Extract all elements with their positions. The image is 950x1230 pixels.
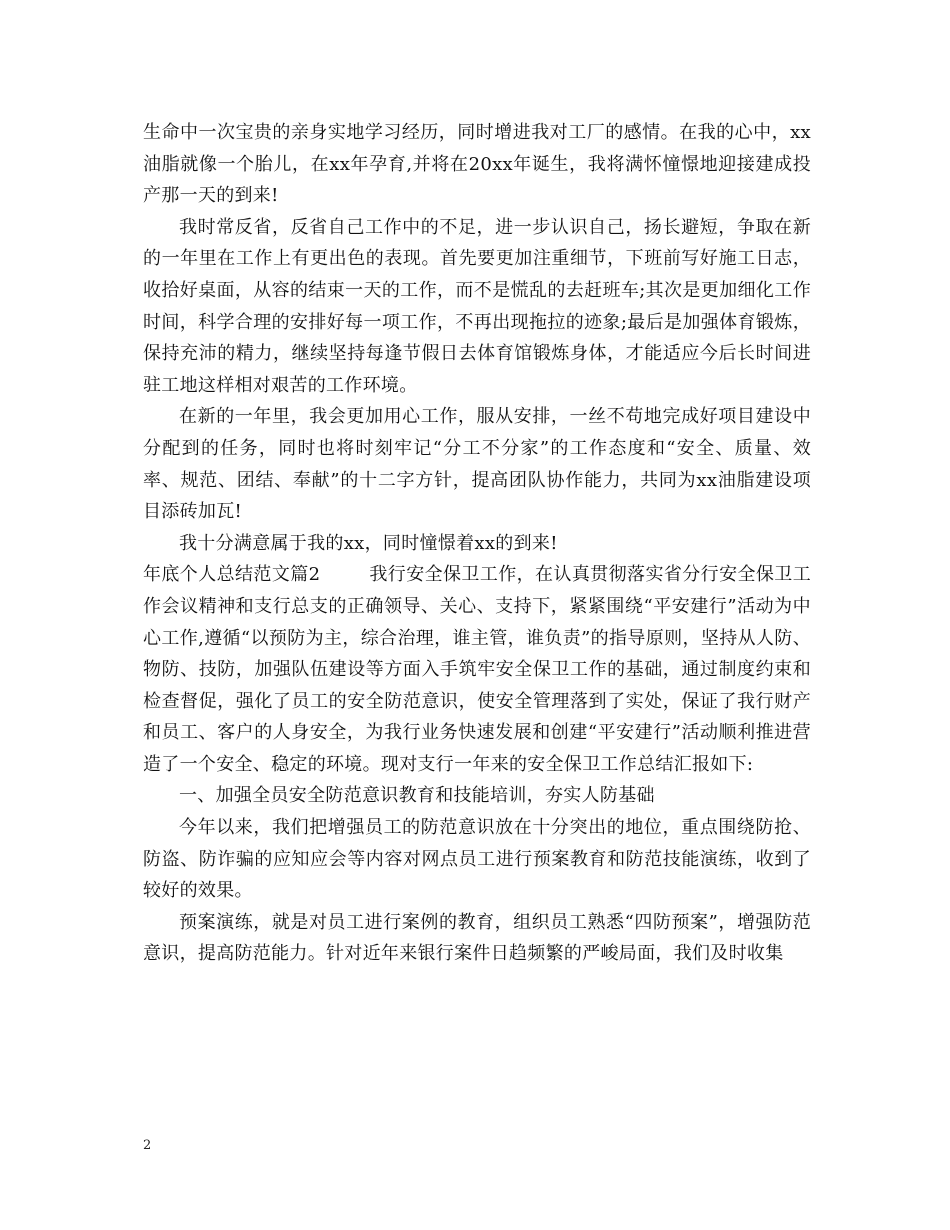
section-2-paragraph	[143, 559, 811, 780]
paragraph-reflection: 我时常反省，反省自己工作中的不足，进一步认识自己，扬长避短，争取在新的一年里在工作上有更出色的表现。首先要更加注重细节，下班前写好施工日志，收拾好桌面，从容的结束一天的工作，而不是慌乱的去赶班车;其次是更加细化工作时间，科学合理的安排好每一项工作，不再出现拖拉的迹象;最后是加强体育锻炼，保持充沛的精力，继续坚持每逢节假日去体育馆锻炼身体，才能适应今后长时间进驻工地这样相对艰苦的工作环境。	[143, 216, 811, 396]
paragraph-awareness: 今年以来，我们把增强员工的防范意识放在十分突出的地位，重点围绕防抢、防盗、防诈骗的应知应会等内容对网点员工进行预案教育和防范技能演练，收到了较好的效果。	[143, 817, 811, 902]
paragraph-closing: 我十分满意属于我的xx，同时憧憬着xx的到来!	[179, 532, 558, 554]
section-2-heading: 年底个人总结范文篇2	[143, 564, 321, 586]
subheading-staff-awareness: 一、加强全员安全防范意识教育和技能培训，夯实人防基础	[179, 785, 655, 807]
section-2-intro: 我行安全保卫工作，在认真贯彻落实省分行安全保卫工作会议精神和支行总支的正确领导、关心、支持下，紧紧围绕“平安建行”活动为中心工作,遵循“以预防为主，综合治理，谁主管，谁负责”的指导原则，坚持从人防、物防、技防，加强队伍建设等方面入手筑牢安全保卫工作的基础，通过制度约束和检查督促，强化了员工的安全防范意识，使安全管理落到了实处，保证了我行财产和员工、客户的人身安全，为我行业务快速发展和创建“平安建行”活动顺利推进营造了一个安全、稳定的环境。现对支行一年来的安全保卫工作总结汇报如下:	[143, 564, 811, 775]
page-number: 2	[143, 1138, 152, 1153]
paragraph-new-year: 在新的一年里，我会更加用心工作，服从安排，一丝不苟地完成好项目建设中分配到的任务，同时也将时刻牢记“分工不分家”的工作态度和“安全、质量、效率、规范、团结、奉献”的十二字方针，提高团队协作能力，共同为xx油脂建设项目添砖加瓦!	[143, 406, 811, 523]
heading-spacer	[320, 564, 369, 585]
paragraph-drills: 预案演练，就是对员工进行案例的教育，组织员工熟悉“四防预案”，增强防范意识，提高防范能力。针对近年来银行案件日趋频繁的严峻局面，我们及时收集	[143, 911, 811, 965]
paragraph-continued: 生命中一次宝贵的亲身实地学习经历，同时增进我对工厂的感情。在我的心中，xx油脂就像一个胎儿，在xx年孕育,并将在20xx年诞生，我将满怀憧憬地迎接建成投产那一天的到来!	[143, 122, 811, 207]
document-body	[143, 117, 811, 970]
